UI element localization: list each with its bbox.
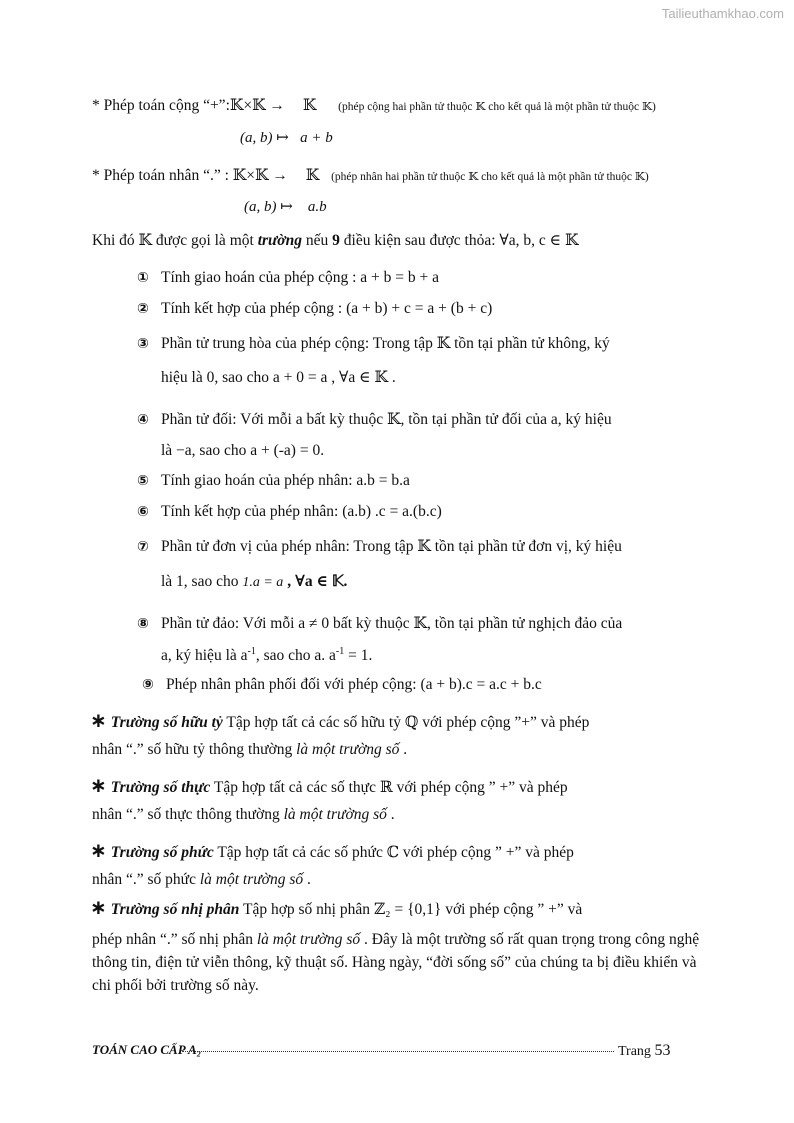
asterisk-icon: ∗ <box>90 838 107 862</box>
asterisk-icon: ∗ <box>90 895 107 919</box>
axiom-7 <box>137 537 622 556</box>
axiom-number: ⑤ <box>137 473 149 489</box>
axiom-number: ④ <box>137 412 149 428</box>
axiom-8 <box>137 614 622 633</box>
field-rational-cont <box>92 741 407 759</box>
footer-dotted-leader <box>182 1050 614 1052</box>
field-line1: Tập hợp tất cả các số hữu tỷ ℚ với phép cộng ”+” và phép <box>222 714 590 731</box>
op-add-arrow: ↦ <box>276 130 289 146</box>
axiom-text: Tính kết hợp của phép nhân: (a.b) .c = a.(b.c) <box>161 503 442 520</box>
field-binary <box>90 895 582 919</box>
op-mul-target: 𝕂 <box>305 167 320 184</box>
field-line2-pre: nhân “.” số thực thông thường <box>92 806 284 823</box>
axiom-number: ⑦ <box>137 539 149 555</box>
field-line2-post: . <box>303 871 311 888</box>
axiom-number: ⑧ <box>137 616 149 632</box>
op-mul-line <box>92 166 649 185</box>
field-title: Trường số phức <box>110 844 214 861</box>
op-mul-map: 𝕂×𝕂 → <box>232 167 288 184</box>
intro-pre: Khi đó 𝕂 được gọi là một <box>92 232 258 249</box>
intro-count: 9 <box>332 232 340 249</box>
field-line1: Tập hợp số nhị phân ℤ₂ = {0,1} với phép cộng ” +” và <box>239 901 583 918</box>
axiom-number: ③ <box>137 336 149 352</box>
field-line2-pre: nhân “.” số hữu tỷ thông thường <box>92 741 297 758</box>
axiom-text: Phần tử đảo: Với mỗi a ≠ 0 bất kỳ thuộc 𝕂, tồn tại phần tử nghịch đảo của <box>161 615 623 632</box>
axiom-8-cont <box>161 646 372 665</box>
intro-post: điều kiện sau được thỏa: ∀a, b, c ∈ 𝕂 <box>339 232 579 249</box>
axiom-8-cont-sup2: -1 <box>335 646 345 657</box>
axiom-7-cont <box>161 571 347 591</box>
axiom-number: ⑥ <box>137 504 149 520</box>
field-line1: Tập hợp tất cả các số phức ℂ với phép cộng ” +” và phép <box>213 844 574 861</box>
axiom-text: Phần tử đơn vị của phép nhân: Trong tập 𝕂 tồn tại phần tử đơn vị, ký hiệu <box>161 538 622 555</box>
op-add-mapping <box>240 128 333 147</box>
op-mul-label: * Phép toán nhân “.” : <box>92 167 229 184</box>
axiom-7-cont-math: 1.a = a <box>242 575 284 590</box>
op-mul-arrow: ↦ <box>280 199 293 215</box>
op-add-from: (a, b) <box>240 130 273 146</box>
op-add-note: (phép cộng hai phần tử thuộc 𝕂 cho kết quả là một phần tử thuộc 𝕂) <box>338 101 656 113</box>
axiom-text: Phép nhân phân phối đối với phép cộng: (a + b).c = a.c + b.c <box>166 676 542 693</box>
intro-term: trường <box>257 232 303 249</box>
axiom-7-cont-pre: là 1, sao cho <box>161 573 243 590</box>
axiom-8-cont-mid: , sao cho a. a <box>255 647 336 665</box>
axiom-1 <box>137 269 439 287</box>
axiom-4 <box>137 410 612 429</box>
axiom-text: Phần tử trung hòa của phép cộng: Trong tập 𝕂 tồn tại phần tử không, ký <box>161 335 610 352</box>
field-line2-post: . <box>386 806 395 823</box>
field-real <box>90 773 568 797</box>
op-mul-to: a.b <box>307 199 327 215</box>
field-complex <box>90 838 574 862</box>
axiom-8-cont-post: = 1. <box>344 647 373 665</box>
axiom-number: ⑨ <box>142 677 154 693</box>
asterisk-icon: ∗ <box>90 708 107 732</box>
footer-page-number: 53 <box>654 1042 671 1059</box>
axiom-8-cont-pre: a, ký hiệu là a <box>161 647 248 665</box>
axiom-4-cont: là −a, sao cho a + (-a) = 0. <box>161 442 325 459</box>
op-add-label: * Phép toán cộng “+”: <box>92 97 230 114</box>
op-add-map: 𝕂×𝕂 → <box>229 97 285 114</box>
axiom-5 <box>137 472 410 490</box>
axiom-text: Tính giao hoán của phép nhân: a.b = b.a <box>161 472 410 489</box>
axiom-7-cont-post: , ∀a ∈ 𝕂. <box>283 573 348 590</box>
field-definition-intro <box>92 231 578 250</box>
axiom-text: Tính kết hợp của phép cộng : (a + b) + c = a + (b + c) <box>161 300 493 317</box>
footer-page-label: Trang <box>618 1044 651 1059</box>
op-add-target: 𝕂 <box>302 97 317 114</box>
op-mul-note: (phép nhân hai phần tử thuộc 𝕂 cho kết quả là một phần tử thuộc 𝕂) <box>331 171 649 183</box>
field-line2-italic: là một trường số <box>256 931 361 948</box>
field-complex-cont <box>92 871 311 889</box>
axiom-3-cont: hiệu là 0, sao cho a + 0 = a , ∀a ∈ 𝕂 . <box>161 369 396 386</box>
field-line2-italic: là một trường số <box>283 806 387 823</box>
axiom-9 <box>142 676 542 694</box>
footer-page <box>618 1042 670 1060</box>
field-line2-post: . Đây là một trường số rất quan trọng trong công nghệ thông tin, điện tử viễn thông, kỹ thuật số. Hàng ngày, “đời sống số” của chúng ta bị điều khiển và chi phối bởi trường số này. <box>92 931 700 994</box>
op-mul-mapping <box>244 197 327 216</box>
op-mul-from: (a, b) <box>244 199 277 215</box>
field-line2-post: . <box>399 741 408 758</box>
op-add-to: a + b <box>300 130 333 146</box>
axiom-8-cont-sup: -1 <box>247 646 256 657</box>
asterisk-icon: ∗ <box>90 773 107 797</box>
axiom-3 <box>137 334 610 353</box>
field-title: Trường số nhị phân <box>110 901 240 918</box>
field-line2-italic: là một trường số <box>199 871 304 888</box>
axiom-6 <box>137 503 442 521</box>
footer-course-title: TOÁN CAO CẤP A₂ <box>92 1042 202 1057</box>
field-line2-pre: phép nhân “.” số nhị phân <box>92 931 257 948</box>
field-title: Trường số hữu tỷ <box>110 714 223 731</box>
axiom-text: Tính giao hoán của phép cộng : a + b = b + a <box>161 269 440 286</box>
field-line2-italic: là một trường số <box>296 741 400 758</box>
op-add-line <box>92 96 656 115</box>
field-line1: Tập hợp tất cả các số thực ℝ với phép cộng ” +” và phép <box>210 779 568 796</box>
axiom-text: Phần tử đối: Với mỗi a bất kỳ thuộc 𝕂, tồn tại phần tử đối của a, ký hiệu <box>161 411 612 428</box>
axiom-number: ② <box>137 301 149 317</box>
intro-mid: nếu <box>302 232 333 249</box>
field-line2-pre: nhân “.” số phức <box>92 871 200 888</box>
field-title: Trường số thực <box>110 779 211 796</box>
field-rational <box>90 708 589 732</box>
axiom-2 <box>137 300 492 318</box>
axiom-number: ① <box>137 270 149 286</box>
field-real-cont <box>92 806 395 824</box>
watermark: Tailieuthamkhao.com <box>661 6 784 21</box>
field-binary-cont <box>92 928 704 997</box>
